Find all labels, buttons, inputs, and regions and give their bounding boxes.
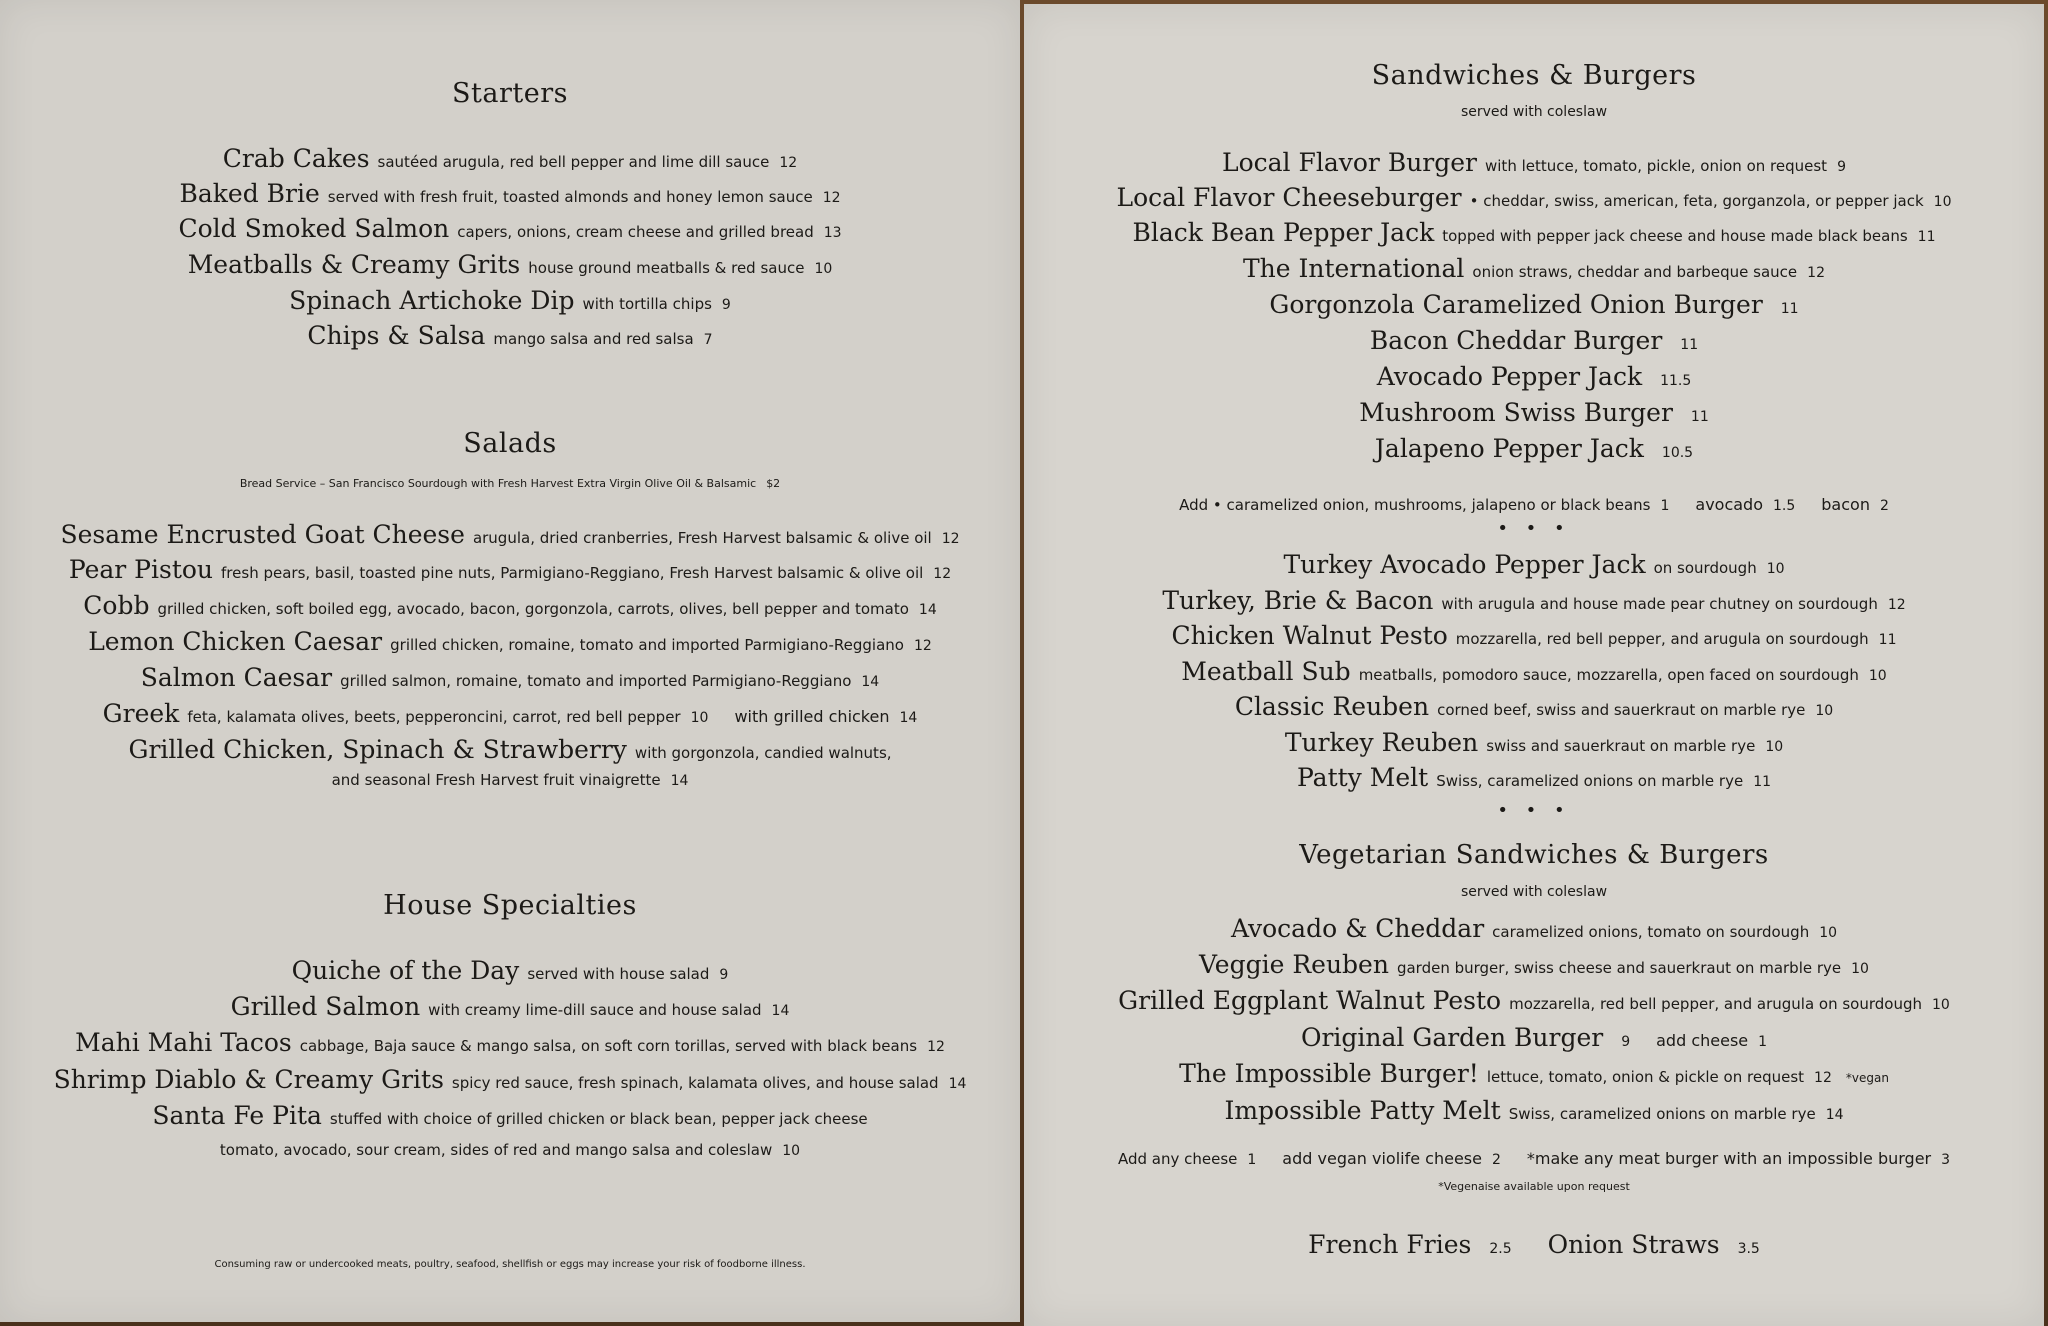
item-desc: with gorgonzola, candied walnuts, (634, 744, 892, 762)
bread-service (0, 465, 1020, 501)
menu-item (0, 142, 1020, 180)
item-desc: tomato, avocado, sour cream, sides of red and mango salsa and coleslaw (219, 1141, 773, 1159)
sides-row (1024, 1228, 2044, 1266)
item-price: 10 (814, 261, 833, 277)
section-title-starters: Starters (452, 78, 568, 109)
item-name: Meatball Sub (1181, 657, 1351, 686)
item-price: 10 (1868, 668, 1887, 684)
item-name: Avocado & Cheddar (1230, 914, 1485, 943)
menu-item (1024, 761, 2044, 799)
vegenaise-note (1024, 1174, 2044, 1198)
item-price: 11.5 (1660, 373, 1692, 389)
item-price: 14 (948, 1076, 967, 1092)
menu-item (0, 733, 1020, 770)
item-name: Meatballs & Creamy Grits (187, 250, 521, 279)
menu-item (1024, 1094, 2044, 1132)
section-subtitle: served with coleslaw (1460, 884, 1608, 900)
item-name: Quiche of the Day (291, 956, 520, 985)
item-price: 10 (1933, 194, 1952, 210)
item-desc: mozzarella, red bell pepper, and arugula on sourdough (1509, 995, 1922, 1013)
extra-impossible-price: 3 (1941, 1152, 1951, 1168)
item-price: 12 (1887, 597, 1906, 613)
menu-item (0, 518, 1020, 556)
item-price: 10 (1851, 961, 1869, 977)
item-desc: mango salsa and red salsa (493, 330, 694, 348)
item-price: 12 (927, 1039, 945, 1055)
side-name: Onion Straws (1547, 1230, 1720, 1259)
menu-item-continued (0, 767, 1020, 794)
item-price: 10.5 (1661, 445, 1694, 461)
menu-item (1024, 360, 2044, 398)
item-desc: sautéed arugula, red bell pepper and lime dill sauce (377, 153, 770, 171)
menu-item (0, 553, 1020, 591)
addon-avocado-price: 1.5 (1773, 498, 1796, 514)
item-desc: feta, kalamata olives, beets, pepperoncini, carrot, red bell pepper (187, 708, 681, 726)
menu-item (0, 212, 1020, 250)
menu-item (1024, 324, 2044, 362)
item-extra-price: 14 (899, 710, 918, 726)
item-name: Shrimp Diablo & Creamy Grits (53, 1065, 444, 1094)
menu-page-right (1024, 4, 2044, 1326)
item-price: 12 (1814, 1070, 1832, 1086)
addon-bacon-price: 2 (1879, 498, 1889, 514)
menu-item (0, 990, 1020, 1028)
menu-item (0, 954, 1020, 992)
menu-item (1024, 690, 2044, 728)
section-title-vegetarian: Vegetarian Sandwiches & Burgers (1299, 840, 1769, 870)
item-name: Turkey Reuben (1284, 728, 1479, 757)
item-price: 14 (771, 1003, 790, 1019)
menu-item (0, 1063, 1020, 1101)
menu-item (1024, 396, 2044, 434)
item-price: 12 (779, 155, 798, 171)
side-price: 2.5 (1489, 1241, 1512, 1257)
vegan-note: *vegan (1845, 1071, 1889, 1085)
item-price: 14 (918, 602, 937, 618)
item-price: 10 (1932, 997, 1950, 1013)
separator: • • • (1497, 518, 1571, 539)
menu-page-left (0, 0, 1020, 1322)
item-name: Grilled Eggplant Walnut Pesto (1118, 986, 1502, 1015)
item-desc: • cheddar, swiss, american, feta, gorganzola, or pepper jack (1469, 192, 1924, 210)
item-price: 9 (1837, 159, 1846, 175)
item-price: 10 (782, 1143, 801, 1159)
item-name: Mahi Mahi Tacos (75, 1028, 292, 1057)
item-desc: grilled chicken, romaine, tomato and imported Parmigiano-Reggiano (390, 636, 904, 654)
item-name: Salmon Caesar (140, 663, 333, 692)
menu-item (0, 284, 1020, 322)
menu-item (0, 589, 1020, 627)
menu-item-continued (0, 1136, 1020, 1165)
item-desc: with creamy lime-dill sauce and house salad (428, 1001, 762, 1019)
item-desc: topped with pepper jack cheese and house made black beans (1442, 227, 1908, 245)
item-name: Spinach Artichoke Dip (289, 286, 575, 315)
menu-item (0, 661, 1020, 699)
item-name: Santa Fe Pita (152, 1101, 322, 1130)
item-name: Greek (102, 699, 180, 728)
side-name: French Fries (1308, 1230, 1472, 1259)
item-desc: stuffed with choice of grilled chicken or black bean, pepper jack cheese (329, 1110, 868, 1128)
item-price: 7 (703, 332, 713, 348)
item-price: 13 (823, 225, 842, 241)
section-subtitle: served with coleslaw (1460, 104, 1608, 120)
menu-item (1024, 619, 2044, 657)
menu-item (1024, 181, 2044, 219)
item-desc: mozzarella, red bell pepper, and arugula on sourdough (1455, 630, 1869, 648)
disclaimer-text: Consuming raw or undercooked meats, poultry, seafood, shellfish or eggs may increase your risk of foodborne illness. (214, 1259, 806, 1270)
item-desc: grilled salmon, romaine, tomato and imported Parmigiano-Reggiano (340, 672, 852, 690)
item-price: 12 (941, 531, 960, 547)
item-desc: onion straws, cheddar and barbeque sauce (1472, 263, 1798, 281)
addon-price: 1 (1660, 498, 1670, 514)
menu-item (0, 1099, 1020, 1136)
menu-item (1024, 584, 2044, 622)
item-desc: garden burger, swiss cheese and sauerkraut on marble rye (1396, 959, 1842, 977)
item-price: 12 (822, 190, 841, 206)
side-price: 3.5 (1737, 1241, 1760, 1257)
item-price: 9 (721, 297, 731, 313)
menu-item (1024, 1021, 2044, 1059)
item-name: Chicken Walnut Pesto (1171, 621, 1448, 650)
item-name: Gorgonzola Caramelized Onion Burger (1269, 290, 1763, 319)
vegetarian-extras (1024, 1142, 2044, 1177)
item-name: Classic Reuben (1234, 692, 1430, 721)
item-name: Chips & Salsa (307, 321, 486, 350)
item-price: 10 (690, 710, 709, 726)
item-price: 14 (670, 773, 689, 789)
item-desc: served with house salad (527, 965, 710, 983)
item-desc: with arugula and house made pear chutney on sourdough (1441, 595, 1878, 613)
item-name: Local Flavor Burger (1222, 148, 1477, 177)
menu-item (1024, 548, 2044, 586)
item-desc: capers, onions, cream cheese and grilled bread (457, 223, 814, 241)
extra-cheese: Add any cheese (1117, 1150, 1238, 1168)
item-desc: cabbage, Baja sauce & mango salsa, on soft corn torillas, served with black beans (299, 1037, 918, 1055)
menu-item (1024, 726, 2044, 764)
item-name: The International (1243, 254, 1465, 283)
menu-item (0, 177, 1020, 215)
section-title-salads: Salads (463, 428, 557, 459)
bread-service-price: $2 (766, 477, 781, 490)
item-name: Grilled Chicken, Spinach & Strawberry (128, 735, 627, 764)
section-title-sandwiches: Sandwiches & Burgers (1371, 60, 1697, 91)
item-price: 9 (1621, 1034, 1631, 1050)
menu-item (1024, 1057, 2044, 1095)
menu-item (1024, 432, 2044, 470)
item-price: 10 (1766, 561, 1785, 577)
item-price: 12 (933, 566, 952, 582)
item-extra-price: 1 (1758, 1034, 1768, 1050)
item-name: Local Flavor Cheeseburger (1116, 183, 1462, 212)
menu-item (1024, 948, 2044, 986)
item-price: 11 (1878, 632, 1897, 648)
food-safety-disclaimer (0, 1252, 1020, 1275)
item-desc: grilled chicken, soft boiled egg, avocado, bacon, gorgonzola, carrots, olives, bell pepper and tomato (157, 600, 909, 618)
item-desc: lettuce, tomato, onion & pickle on request (1486, 1068, 1805, 1086)
section-title-house-specialties: House Specialties (383, 890, 637, 921)
item-name: Turkey Avocado Pepper Jack (1283, 550, 1646, 579)
item-name: Baked Brie (179, 179, 320, 208)
item-price: 14 (1825, 1107, 1844, 1123)
addon-bacon: bacon (1821, 495, 1870, 514)
item-desc: and seasonal Fresh Harvest fruit vinaigrette (331, 771, 661, 789)
item-price: 11 (1753, 774, 1772, 790)
item-name: Veggie Reuben (1199, 950, 1389, 979)
item-desc: served with fresh fruit, toasted almonds and honey lemon sauce (327, 188, 813, 206)
item-name: Bacon Cheddar Burger (1369, 326, 1663, 355)
bread-service-text: Bread Service – San Francisco Sourdough with Fresh Harvest Extra Virgin Olive Oil & Balsamic (239, 477, 757, 490)
item-desc: arugula, dried cranberries, Fresh Harvest balsamic & olive oil (472, 529, 932, 547)
separator: • • • (1497, 800, 1571, 821)
item-name: Cobb (83, 591, 150, 620)
item-price: 10 (1819, 925, 1838, 941)
menu-item (0, 248, 1020, 286)
menu-item (1024, 912, 2044, 950)
menu-item (0, 697, 1020, 735)
item-desc: Swiss, caramelized onions on marble rye (1436, 772, 1744, 790)
item-name: Pear Pistou (68, 555, 214, 584)
item-name: Patty Melt (1296, 763, 1429, 792)
item-desc: meatballs, pomodoro sauce, mozzarella, open faced on sourdough (1358, 666, 1859, 684)
item-price: 10 (1815, 703, 1834, 719)
menu-item (1024, 984, 2044, 1022)
addon-label: Add • caramelized onion, mushrooms, jalapeno or black beans (1179, 496, 1651, 514)
item-name: Avocado Pepper Jack (1376, 362, 1643, 391)
item-name: Turkey, Brie & Bacon (1162, 586, 1434, 615)
item-name: Grilled Salmon (230, 992, 421, 1021)
item-price: 12 (1807, 265, 1825, 281)
item-name: Black Bean Pepper Jack (1132, 218, 1435, 247)
item-price: 11 (1780, 301, 1799, 317)
item-desc: with lettuce, tomato, pickle, onion on request (1485, 157, 1828, 175)
item-desc: corned beef, swiss and sauerkraut on marble rye (1437, 701, 1806, 719)
item-desc: Swiss, caramelized onions on marble rye (1508, 1105, 1816, 1123)
item-name: Crab Cakes (222, 144, 370, 173)
extra-vegan-cheese: add vegan violife cheese (1282, 1149, 1482, 1168)
extra-cheese-price: 1 (1247, 1152, 1257, 1168)
item-price: 11 (1690, 409, 1709, 425)
addon-avocado: avocado (1695, 495, 1763, 514)
menu-item (0, 625, 1020, 663)
item-name: Jalapeno Pepper Jack (1374, 434, 1644, 463)
item-price: 11 (1680, 337, 1699, 353)
extra-vegan-cheese-price: 2 (1491, 1152, 1501, 1168)
item-extra: add cheese (1656, 1031, 1749, 1050)
item-price: 11 (1917, 229, 1936, 245)
item-price: 14 (861, 674, 880, 690)
menu-item (0, 319, 1020, 357)
vegenaise-text: *Vegenaise available upon request (1438, 1180, 1630, 1193)
item-price: 12 (913, 638, 932, 654)
item-desc: caramelized onions, tomato on sourdough (1492, 923, 1810, 941)
item-desc: with tortilla chips (582, 295, 712, 313)
item-name: Sesame Encrusted Goat Cheese (60, 520, 465, 549)
menu-item (1024, 288, 2044, 326)
item-desc: spicy red sauce, fresh spinach, kalamata olives, and house salad (451, 1074, 939, 1092)
item-desc: on sourdough (1653, 559, 1757, 577)
menu-item (1024, 655, 2044, 693)
menu-item (1024, 146, 2044, 184)
menu-item (1024, 216, 2044, 254)
item-name: Mushroom Swiss Burger (1359, 398, 1673, 427)
item-price: 9 (719, 967, 729, 983)
item-name: Original Garden Burger (1300, 1023, 1604, 1052)
item-name: The Impossible Burger! (1179, 1059, 1479, 1088)
item-extra: with grilled chicken (734, 707, 890, 726)
item-name: Impossible Patty Melt (1224, 1096, 1501, 1125)
extra-impossible: *make any meat burger with an impossible burger (1526, 1149, 1932, 1168)
item-desc: swiss and sauerkraut on marble rye (1486, 737, 1756, 755)
item-desc: house ground meatballs & red sauce (528, 259, 805, 277)
menu-item (1024, 252, 2044, 290)
item-price: 10 (1765, 739, 1784, 755)
item-desc: fresh pears, basil, toasted pine nuts, Parmigiano-Reggiano, Fresh Harvest balsamic & olive oil (221, 564, 924, 582)
item-name: Cold Smoked Salmon (178, 214, 450, 243)
item-name: Lemon Chicken Caesar (88, 627, 383, 656)
menu-item (0, 1026, 1020, 1064)
